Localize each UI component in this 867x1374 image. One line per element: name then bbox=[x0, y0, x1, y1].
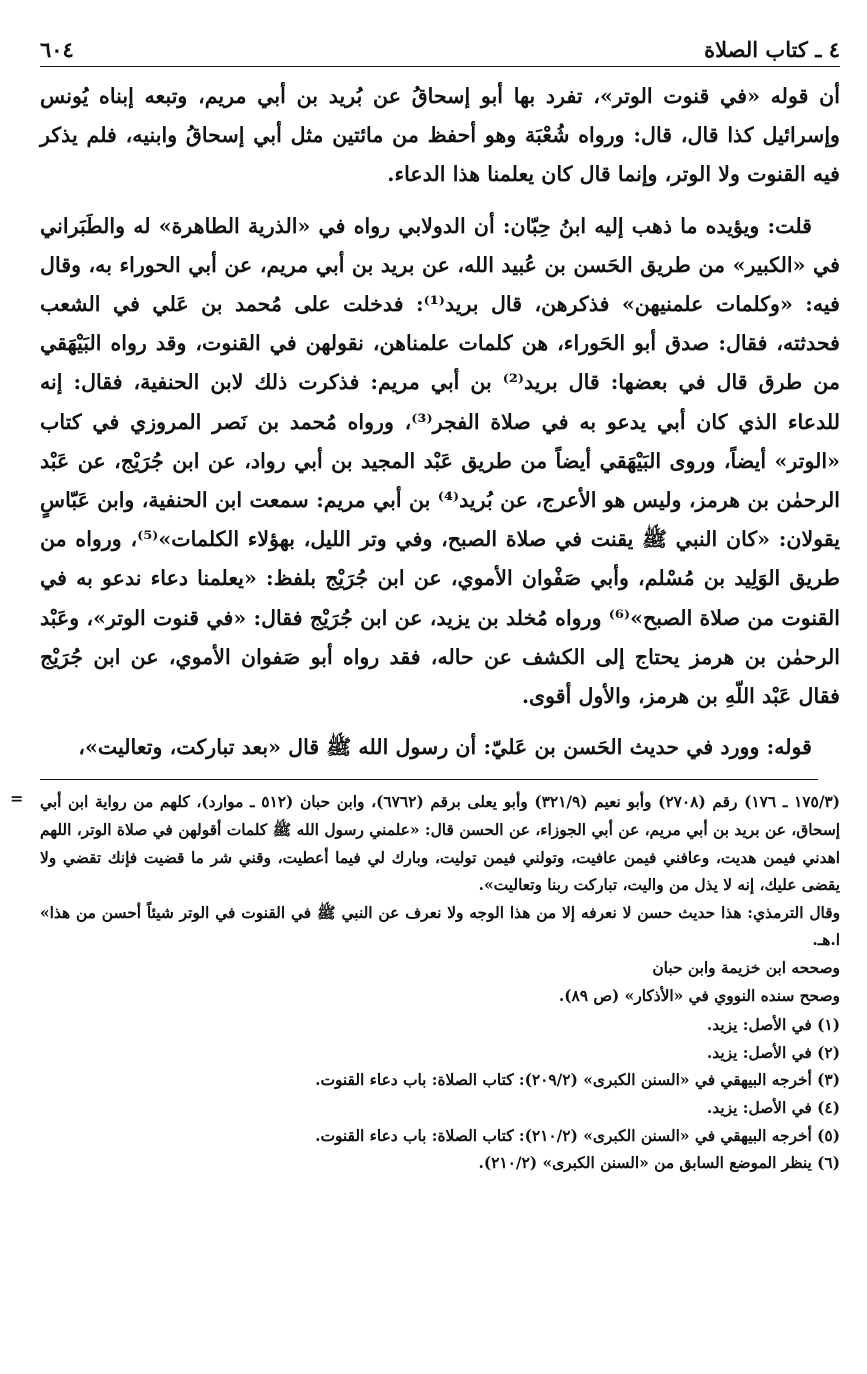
footnote-rule bbox=[40, 779, 818, 780]
footnote-3: (٣) أخرجه البيهقي في «السنن الكبرى» (٢٠٩/٢): كتاب الصلاة: باب دعاء القنوت. bbox=[315, 1071, 840, 1090]
footnotes bbox=[40, 789, 840, 1177]
footnote-continuation-1: (١٧٥/٣ ـ ١٧٦) رقم (٢٧٠٨) وأبو نعيم (٣٢١/٩) وأبو يعلى برقم (٦٧٦٢)، وابن حبان (٥١٢ ـ موارد)، كلهم من رواية ابن أبي إسحاق، عن بريد بن أبي مريم، عن أبي الجوزاء، عن الحسن قال: «علمني رسول الله ﷺ كلمات أقولهن في صلاة الوتر، اللهم اهدني فيمن هديت، وعافني فيمن عافيت، وتولني فيمن توليت، وبارك لي فيما أعطيت، وقني شر ما قضيت فإنك تقضي ولا يقضى عليك، إنه لا يذل من واليت، تباركت ربنا وتعاليت». bbox=[40, 793, 840, 895]
paragraph-3: قوله: وورد في حديث الحَسن بن عَليّ: أن رسول الله ﷺ قال «بعد تباركت، وتعاليت»، bbox=[78, 735, 812, 760]
footnote-5: (٥) أخرجه البيهقي في «السنن الكبرى» (٢١٠/٢): كتاب الصلاة: باب دعاء القنوت. bbox=[315, 1126, 840, 1145]
footnote-separator bbox=[10, 779, 840, 809]
paragraph-1: أن قوله «في قنوت الوتر»، تفرد بها أبو إسحاقُ عن بُريد بن أبي مريم، وتبعه إبناه يُونس وإسرائيل كذا قال، قال: ورواه شُعْبَة وهو أحفظ من مائتين مثل أبي إسحاقُ وابنيه، فلم يذكر فيه القنوت ولا الوتر، وإنما قال كان يعلمنا هذا الدعاء. bbox=[40, 84, 840, 187]
main-text bbox=[40, 77, 840, 767]
continuation-mark: = bbox=[10, 789, 24, 809]
footnote-list bbox=[40, 1012, 840, 1178]
footnote-4: (٤) في الأصل: يزيد. bbox=[706, 1098, 840, 1117]
running-header bbox=[40, 28, 840, 67]
footnote-2: (٢) في الأصل: يزيد. bbox=[706, 1043, 840, 1062]
footnote-1: (١) في الأصل: يزيد. bbox=[706, 1016, 840, 1035]
footnote-6: (٦) ينظر الموضع السابق من «السنن الكبرى» (٢١٠/٢). bbox=[478, 1154, 840, 1173]
footnote-continuation-3: وصححه ابن خزيمة وابن حبان bbox=[652, 959, 840, 978]
page-number: ٦٠٤ bbox=[40, 37, 74, 62]
book-page bbox=[10, 28, 841, 1178]
footnote-continuation-4: وصحح سنده النووي في «الأذكار» (ص ٨٩). bbox=[558, 986, 840, 1005]
footnote-continuation-2: وقال الترمذي: هذا حديث حسن لا نعرفه إلا من هذا الوجه ولا نعرف عن النبي ﷺ في القنوت في الوتر شيئاً أحسن من هذا» ا.هـ. bbox=[40, 903, 840, 950]
running-title: ٤ ـ كتاب الصلاة bbox=[704, 37, 840, 62]
paragraph-2: قلت: ويؤيده ما ذهب إليه ابنُ حِبّان: أن الدولابي رواه في «الذرية الطاهرة» له والطَبَراني في «الكبير» من طريق الحَسن بن عُبيد الله، عن بريد بن أبي مريم، عن أبي الحوراء به، وقال فيه: «وكلمات علمنيهن» فذكرهن، قال بريد⁽¹⁾: فدخلت على مُحمد بن عَلي في الشعب فحدثته، فقال: صدق أبو الحَوراء، هن كلمات علمناهن، نقولهن في القنوت، وقد رواه البَيْهَقي من طرق قال في بعضها: قال بريد⁽²⁾ بن أبي مريم: فذكرت ذلك لابن الحنفية، فقال: إنه للدعاء الذي كان أبي يدعو به في صلاة الفجر⁽³⁾، ورواه مُحمد بن نَصر المروزي في كتاب «الوتر» أيضاً، وروى البَيْهَقي أيضاً من طريق عَبْد المجيد بن أبي رواد، عن ابن جُرَيْج، عن عَبْد الرحمٰن بن هرمز، وليس هو الأعرج، عن بُريد⁽⁴⁾ بن أبي مريم: سمعت ابن الحنفية، وابن عَبّاسٍ يقولان: «كان النبي ﷺ يقنت في صلاة الصبح، وفي وتر الليل، بهؤلاء الكلمات»⁽⁵⁾، ورواه من طريق الوَلِيد بن مُسْلم، وأبي صَفْوان الأموي، عن ابن جُرَيْج بلفظ: «يعلمنا دعاء ندعو به في القنوت من صلاة الصبح»⁽⁶⁾ ورواه مُخلد بن يزيد، عن ابن جُرَيْج فقال: «في قنوت الوتر»، وعَبْد الرحمٰن بن هرمز يحتاج إلى الكشف عن حاله، فقد رواه أبو صَفوان الأموي، عن ابن جُرَيْج فقال عَبْد اللّهِ بن هرمز، والأول أقوى. bbox=[40, 213, 841, 709]
